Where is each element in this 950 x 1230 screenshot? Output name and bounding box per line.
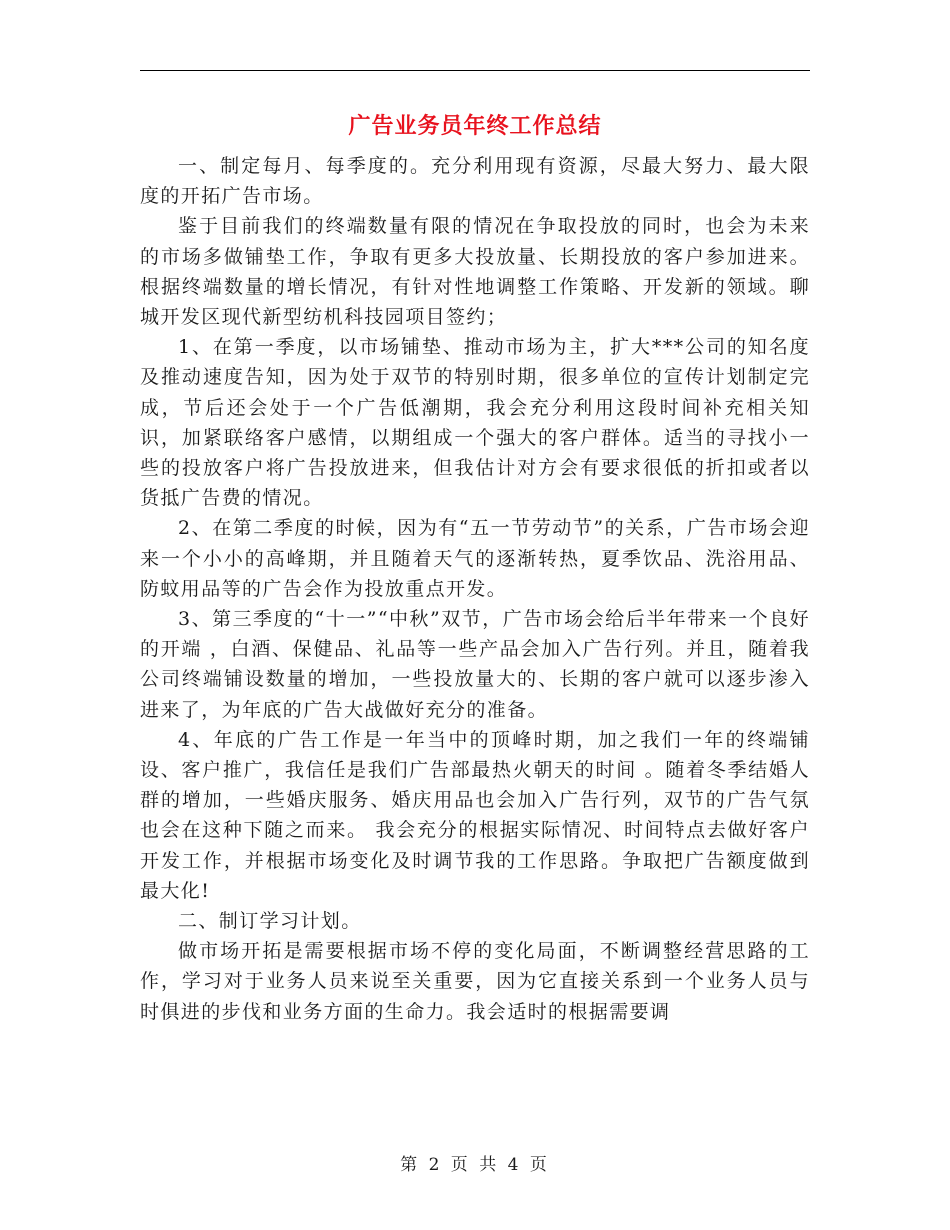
page-footer: 第 2 页 共 4 页 xyxy=(400,1155,550,1175)
header-rule xyxy=(140,70,810,71)
paragraph-4: 2、在第二季度的时候，因为有“五一节劳动节”的关系，广告市场会迎来一个小小的高峰期，并且随着天气的逐渐转热，夏季饮品、洗浴用品、防蚊用品等的广告会作为投放重点开发。 xyxy=(140,517,810,600)
paragraph-3: 1、在第一季度，以市场铺垫、推动市场为主，扩大***公司的知名度及推动速度告知，因为处于双节的特别时期，很多单位的宣传计划制定完成，节后还会处于一个广告低潮期，我会充分利用这段时间补充相关知识，加紧联络客户感情，以期组成一个强大的客户群体。适当的寻找小一些的投放客户将广告投放进来，但我估计对方会有要求很低的折扣或者以货抵广告费的情况。 xyxy=(140,336,810,510)
paragraph-5: 3、第三季度的“十一”“中秋”双节，广告市场会给后半年带来一个良好的开端 ，白酒、保健品、礼品等一些产品会加入广告行列。并且，随着我公司终端铺设数量的增加，一些投放量大的、长期的客户就可以逐步渗入进来了，为年底的广告大战做好充分的准备。 xyxy=(140,608,810,721)
paragraph-7: 二、制订学习计划。 xyxy=(178,910,362,933)
paragraph-8: 做市场开拓是需要根据市场不停的变化局面，不断调整经营思路的工作，学习对于业务人员来说至关重要，因为它直接关系到一个业务人员与时俱进的步伐和业务方面的生命力。我会适时的根据需要调 xyxy=(140,940,810,1023)
document-body xyxy=(140,151,810,1027)
document-title: 广告业务员年终工作总结 xyxy=(348,113,602,139)
paragraph-2: 鉴于目前我们的终端数量有限的情况在争取投放的同时，也会为未来的市场多做铺垫工作，争取有更多大投放量、长期投放的客户参加进来。根据终端数量的增长情况，有针对性地调整工作策略、开发新的领域。聊城开发区现代新型纺机科技园项目签约； xyxy=(140,215,810,329)
paragraph-6: 4、年底的广告工作是一年当中的顶峰时期，加之我们一年的终端铺设、客户推广，我信任是我们广告部最热火朝天的时间 。随着冬季结婚人群的增加，一些婚庆服务、婚庆用品也会加入广告行列，双节的广告气氛也会在这种下随之而来。 我会充分的根据实际情况、时间特点去做好客户开发工作，并根据市场变化及时调节我的工作思路。争取把广告额度做到最大化! xyxy=(140,728,810,902)
paragraph-1: 一、制定每月、每季度的。充分利用现有资源，尽最大努力、最大限度的开拓广告市场。 xyxy=(140,155,810,208)
